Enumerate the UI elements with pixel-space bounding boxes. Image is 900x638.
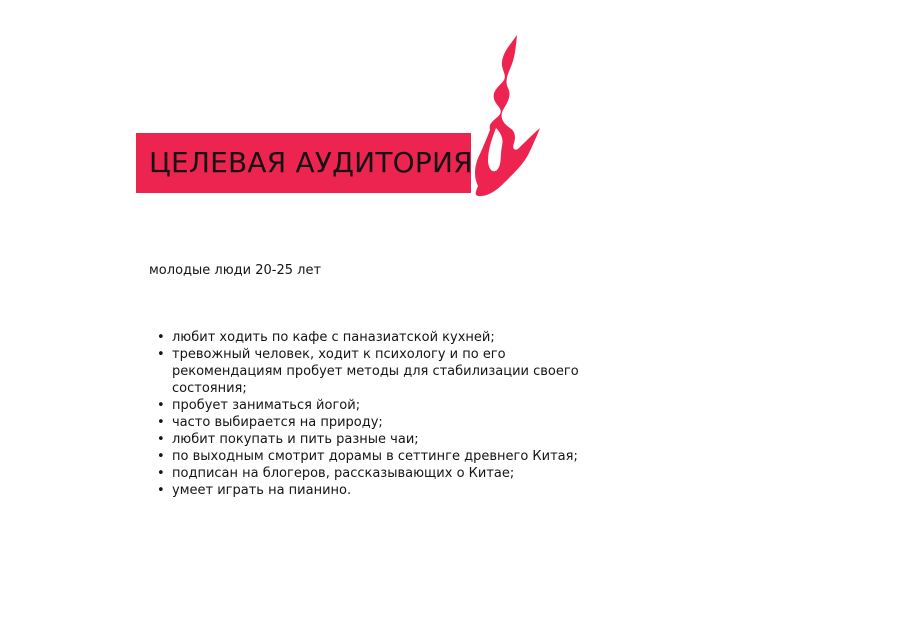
bullet-icon: • (157, 466, 165, 481)
list-item-text: любит ходить по кафе с паназиатской кухней; (172, 330, 495, 345)
bullet-icon: • (157, 415, 165, 430)
audience-subtitle: молодые люди 20-25 лет (149, 263, 322, 278)
list-item-text: любит покупать и пить разные чаи; (172, 432, 419, 447)
bullet-icon: • (157, 347, 165, 362)
bullet-icon: • (157, 330, 165, 345)
bullet-icon: • (157, 449, 165, 464)
traits-list (157, 329, 617, 499)
list-item (157, 448, 617, 465)
list-item (157, 329, 617, 346)
list-item-text: по выходным смотрит дорамы в сеттинге древнего Китая; (172, 449, 578, 464)
bullet-icon: • (157, 483, 165, 498)
list-item (157, 431, 617, 448)
list-item (157, 346, 617, 397)
list-item (157, 397, 617, 414)
list-item (157, 482, 617, 499)
list-item-text: пробует заниматься йогой; (172, 398, 361, 413)
list-item-text: умеет играть на пианино. (172, 483, 352, 498)
list-item-text: часто выбирается на природу; (172, 415, 383, 430)
bullet-icon: • (157, 432, 165, 447)
list-item-text: тревожный человек, ходит к психологу и по его рекомендациям пробует методы для стабилизации своего состояния; (172, 347, 579, 396)
list-item-text: подписан на блогеров, рассказывающих о Китае; (172, 466, 515, 481)
list-item (157, 414, 617, 431)
list-item (157, 465, 617, 482)
bullet-icon: • (157, 398, 165, 413)
page-title: ЦЕЛЕВАЯ АУДИТОРИЯ (149, 146, 473, 179)
